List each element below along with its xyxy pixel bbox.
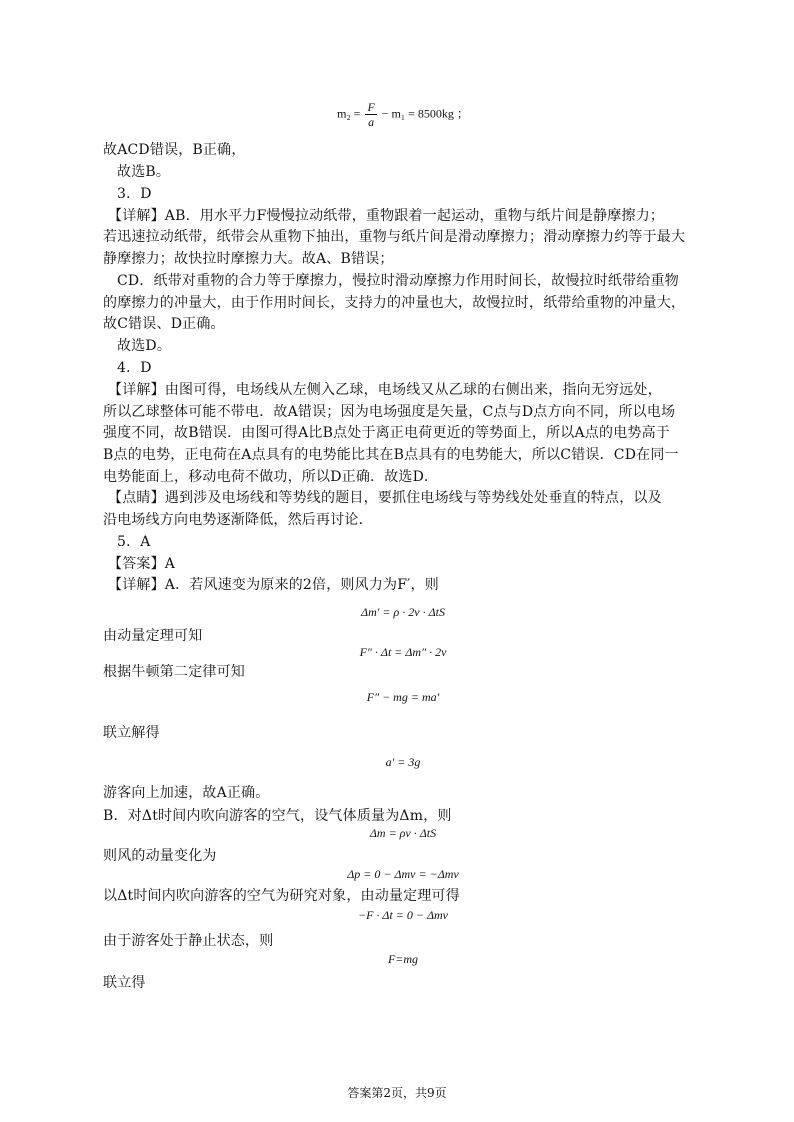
equation-m2	[103, 100, 703, 129]
text-line: B．对Δt时间内吹向游客的空气，设气体质量为Δm，则	[103, 808, 452, 824]
text-line: 故选D。	[117, 338, 172, 354]
text-line: 则风的动量变化为	[103, 848, 217, 864]
text-line: 由动量定理可知	[103, 628, 203, 644]
text-line: 沿电场线方向电势逐渐降低，然后再讨论．	[103, 512, 373, 528]
text-line: 由于游客处于静止状态，则	[103, 933, 274, 949]
text-line: 电势能面上，移动电荷不做功，所以D正确．故选D．	[103, 469, 439, 485]
text-line: 联立得	[103, 975, 146, 991]
equation-3: F″ − mg = ma′	[366, 690, 440, 704]
answer-label: 【答案】A	[108, 556, 176, 572]
text-line: 静摩擦力；故快拉时摩擦力大。故A、B错误；	[103, 251, 394, 267]
text-line: 【详解】A．若风速变为原来的2倍，则风力为F′，则	[108, 577, 439, 593]
text-line: 游客向上加速，故A正确。	[103, 785, 270, 801]
text-line: 的摩擦力的冲量大，由于作用时间长，支持力的冲量也大，故慢拉时，纸带给重物的冲量大，	[103, 295, 686, 311]
equation-8: F=mg	[387, 952, 419, 966]
text-line: 强度不同，故B错误．由图可得A比B点处于离正电荷更近的等势面上，所以A点的电势高于	[103, 425, 670, 441]
equation-1: Δm′ = ρ · 2v · ΔtS	[361, 605, 445, 619]
equation-m2-rhs: − m₁ = 8500kg ；	[381, 106, 469, 121]
equation-6: Δp = 0 − Δmv = −Δmv	[347, 867, 459, 881]
text-line: 所以乙球整体可能不带电．故A错误；因为电场强度是矢量，C点与D点方向不同，所以电场	[103, 404, 676, 420]
text-line: 联立解得	[103, 725, 160, 741]
text-line: 故ACD错误，B正确，	[103, 142, 246, 158]
fraction-numerator: F	[367, 100, 375, 114]
equation-7: −F · Δt = 0 − Δmv	[357, 908, 449, 922]
text-line: 【详解】由图可得，电场线从左侧入乙球，电场线又从乙球的右侧出来，指向无穷远处，	[108, 382, 662, 398]
text-line: CD．纸带对重物的合力等于摩擦力，慢拉时滑动摩擦力作用时间长，故慢拉时纸带给重物	[117, 273, 679, 289]
text-line: 若迅速拉动纸带，纸带会从重物下抽出，重物与纸片间是滑动摩擦力；滑动摩擦力约等于最大	[103, 229, 686, 245]
text-line: 根据牛顿第二定律可知	[103, 664, 245, 680]
fraction-f-over-a	[365, 100, 376, 129]
text-line: 故选B。	[117, 164, 171, 180]
equation-5: Δm = ρv · ΔtS	[369, 826, 437, 840]
equation-m2-lhs: m₂ =	[337, 106, 361, 121]
equation-4: a′ = 3g	[385, 755, 421, 769]
page-footer: 答案第2页，共9页	[347, 1086, 447, 1100]
fraction-denominator: a	[368, 115, 375, 129]
text-line: 【点睛】遇到涉及电场线和等势线的题目，要抓住电场线与等势线处处垂直的特点，以及	[108, 490, 662, 506]
text-line: 【详解】AB．用水平力F慢慢拉动纸带，重物跟着一起运动，重物与纸片间是静摩擦力；	[108, 208, 665, 224]
text-line: B点的电势，正电荷在A点具有的电势能比其在B点具有的电势能大，所以C错误．CD在同一	[103, 447, 679, 463]
question-number: 4．D	[117, 360, 152, 376]
question-number: 5．A	[117, 534, 151, 550]
question-number: 3．D	[117, 186, 152, 202]
text-line: 以Δt时间内吹向游客的空气为研究对象，由动量定理可得	[103, 888, 460, 904]
equation-2: F″ · Δt = Δm″ · 2v	[359, 645, 447, 659]
text-line: 故C错误、D正确。	[103, 316, 225, 332]
